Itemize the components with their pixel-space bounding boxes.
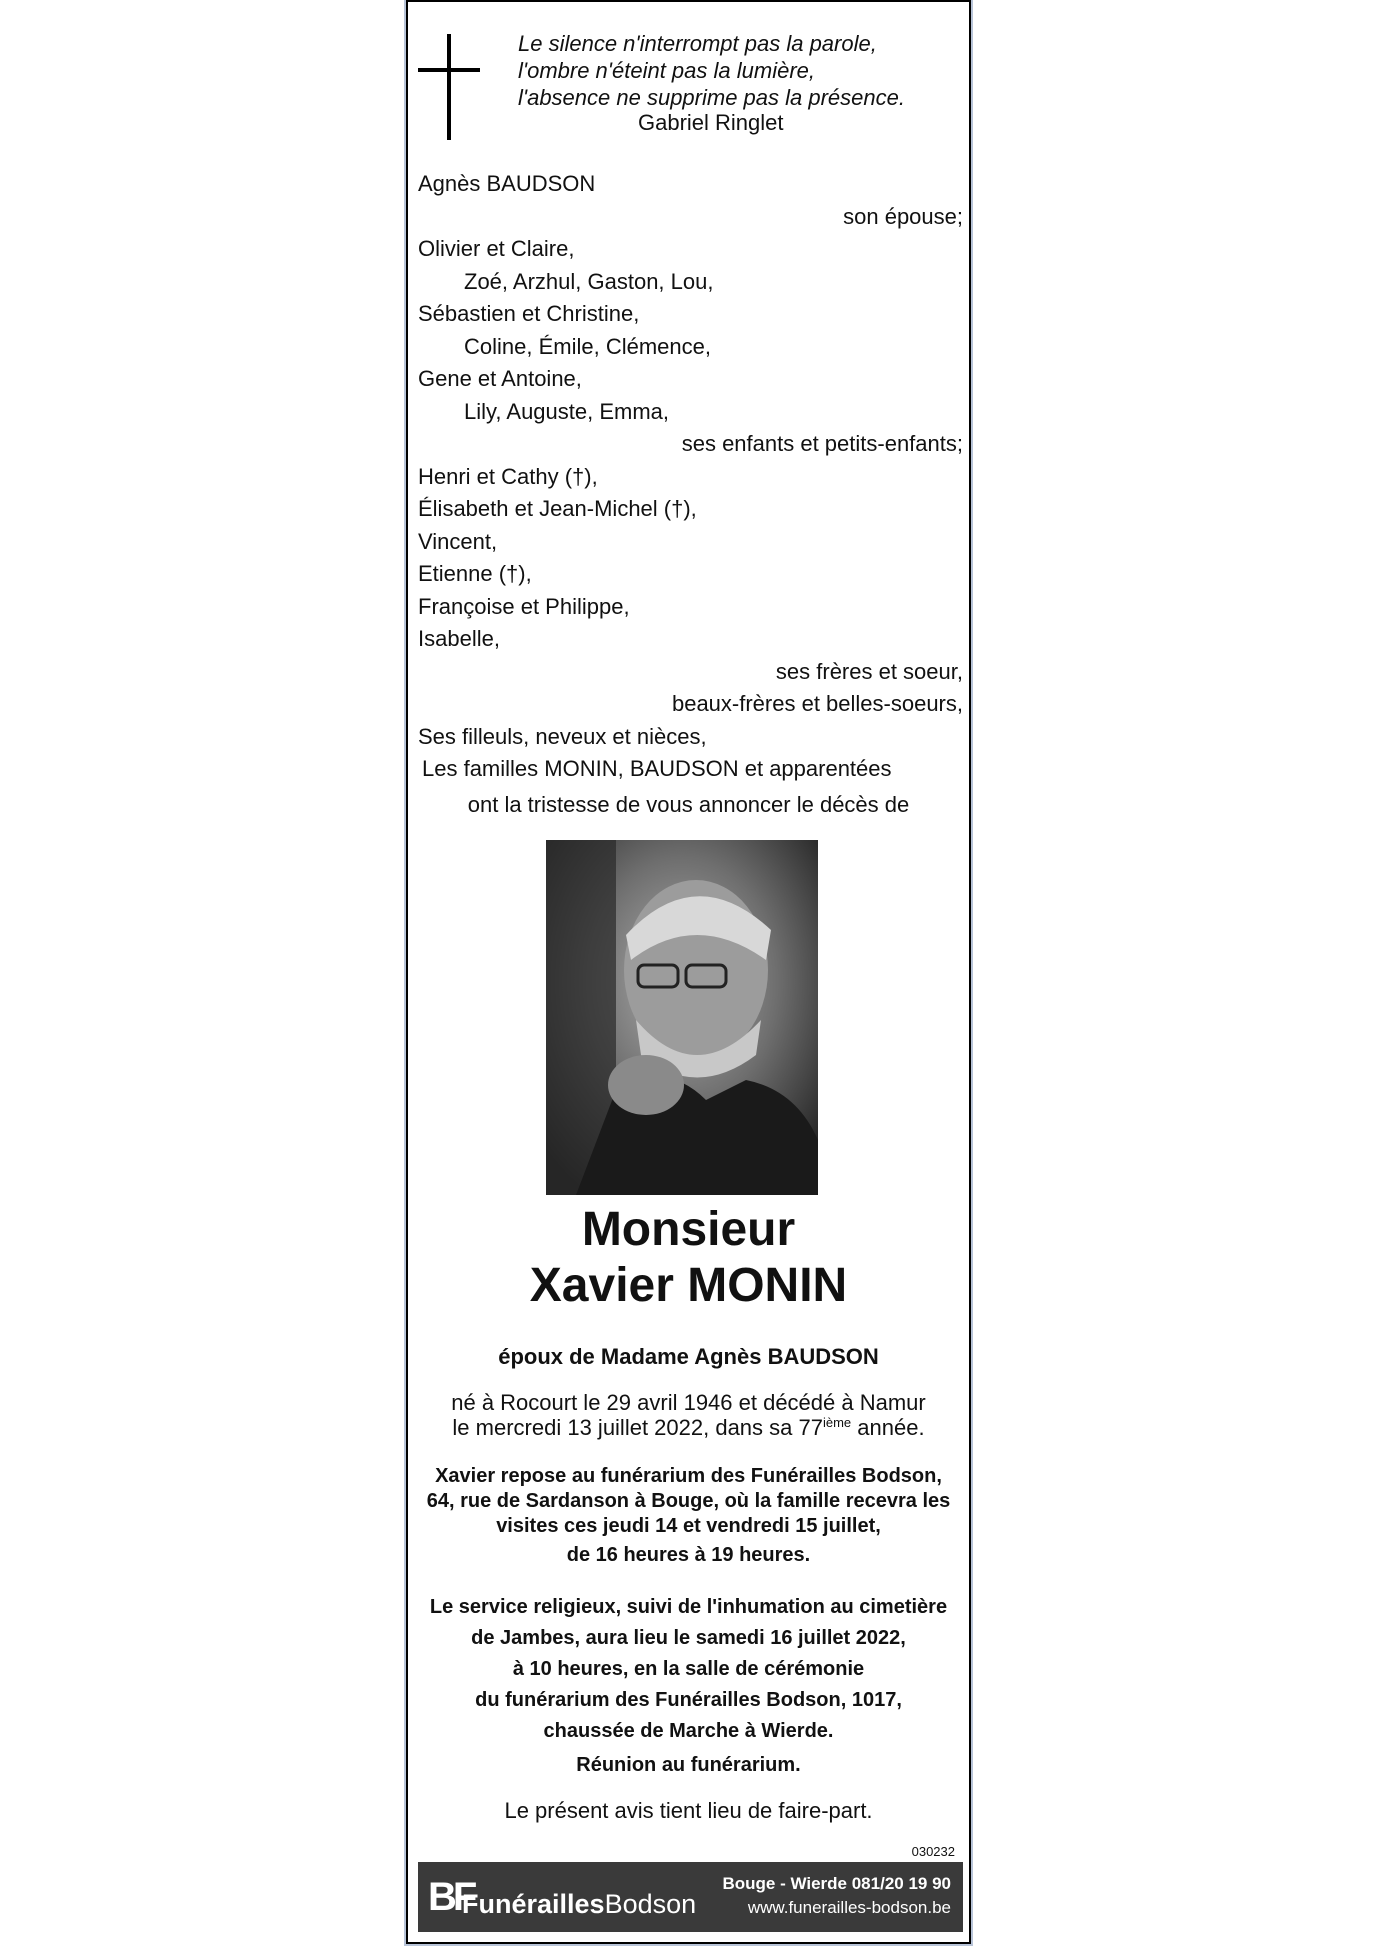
- family-line: Coline, Émile, Clémence,: [464, 333, 711, 359]
- funeral-home-banner: [418, 1862, 963, 1932]
- death-line-end: année.: [851, 1415, 925, 1440]
- family-line: Agnès BAUDSON: [418, 171, 596, 196]
- quote: [518, 30, 958, 111]
- death-line: [408, 1415, 969, 1440]
- brand-name-light: Bodson: [604, 1889, 697, 1919]
- announce-text: ont la tristesse de vous annoncer le décès de: [467, 792, 910, 817]
- visit-hours: de 16 heures à 19 heures.: [566, 1544, 811, 1566]
- deceased-name: Xavier MONIN: [529, 1259, 848, 1312]
- portrait-photo: [546, 840, 818, 1195]
- family-line: ses enfants et petits-enfants;: [681, 431, 963, 456]
- quote-line: Le silence n'interrompt pas la parole,: [518, 31, 877, 56]
- family-line: Zoé, Arzhul, Gaston, Lou,: [464, 268, 714, 294]
- family-line: Henri et Cathy (†),: [418, 463, 598, 489]
- birth-death-info: [408, 1390, 969, 1440]
- family-line: Isabelle,: [418, 626, 500, 651]
- obituary-notice: [406, 0, 971, 1944]
- repose-line: visites ces jeudi 14 et vendredi 15 juillet,: [496, 1515, 881, 1537]
- death-line-text: le mercredi 13 juillet 2022, dans sa 77: [452, 1415, 823, 1440]
- family-line: ses frères et soeur,: [775, 658, 963, 684]
- quote-line: l'ombre n'éteint pas la lumière,: [518, 58, 815, 83]
- family-line: Etienne (†),: [418, 561, 532, 586]
- reunion-text: Réunion au funérarium.: [576, 1754, 801, 1776]
- deceased-title: Monsieur: [581, 1203, 796, 1256]
- cross-icon: [418, 34, 480, 140]
- brand-name: [462, 1884, 696, 1924]
- family-line: Françoise et Philippe,: [418, 593, 630, 619]
- family-line: Gene et Antoine,: [418, 366, 582, 391]
- repose-line: Xavier repose au funérarium des Funérailles Bodson,: [435, 1465, 942, 1487]
- family-line: Ses filleuls, neveux et nièces,: [418, 723, 707, 749]
- service-line: Le service religieux, suivi de l'inhumation au cimetière: [429, 1596, 948, 1618]
- family-line: Élisabeth et Jean-Michel (†),: [418, 496, 697, 521]
- family-line: beaux-frères et belles-soeurs,: [671, 691, 963, 716]
- website: www.funerailles-bodson.be: [747, 1898, 951, 1917]
- portrait-image: [546, 840, 818, 1195]
- birth-line: né à Rocourt le 29 avril 1946 et décédé à Namur: [451, 1390, 926, 1415]
- family-list: [418, 168, 963, 786]
- deceased-name-block: [408, 1202, 969, 1314]
- service-line: à 10 heures, en la salle de cérémonie: [512, 1658, 865, 1680]
- service-line: de Jambes, aura lieu le samedi 16 juillet 2022,: [471, 1627, 906, 1649]
- family-line: Sébastien et Christine,: [418, 301, 640, 326]
- family-line: Les familles MONIN, BAUDSON et apparentées: [422, 756, 892, 781]
- repose-info: [408, 1464, 969, 1571]
- bodson-logo-icon: BF: [428, 1875, 474, 1919]
- family-line: son épouse;: [843, 203, 963, 229]
- family-line: Lily, Auguste, Emma,: [464, 398, 670, 424]
- quote-author: Gabriel Ringlet: [638, 110, 784, 135]
- quote-line: l'absence ne supprime pas la présence.: [518, 85, 905, 110]
- service-info: [408, 1592, 969, 1747]
- reference-number: 030232: [911, 1844, 955, 1859]
- service-line: chaussée de Marche à Wierde.: [543, 1720, 834, 1742]
- family-line: Olivier et Claire,: [418, 236, 575, 261]
- repose-line: 64, rue de Sardanson à Bouge, où la famille recevra les: [426, 1490, 951, 1512]
- present-notice: Le présent avis tient lieu de faire-part.: [504, 1798, 873, 1823]
- brand-name-bold: Funérailles: [462, 1889, 605, 1919]
- service-line: du funérarium des Funérailles Bodson, 1017,: [475, 1689, 902, 1711]
- ordinal-suffix: ième: [822, 1415, 852, 1430]
- deceased-spouse: époux de Madame Agnès BAUDSON: [498, 1344, 879, 1369]
- locations-phone: Bouge - Wierde 081/20 19 90: [722, 1874, 951, 1893]
- family-line: Vincent,: [418, 528, 498, 554]
